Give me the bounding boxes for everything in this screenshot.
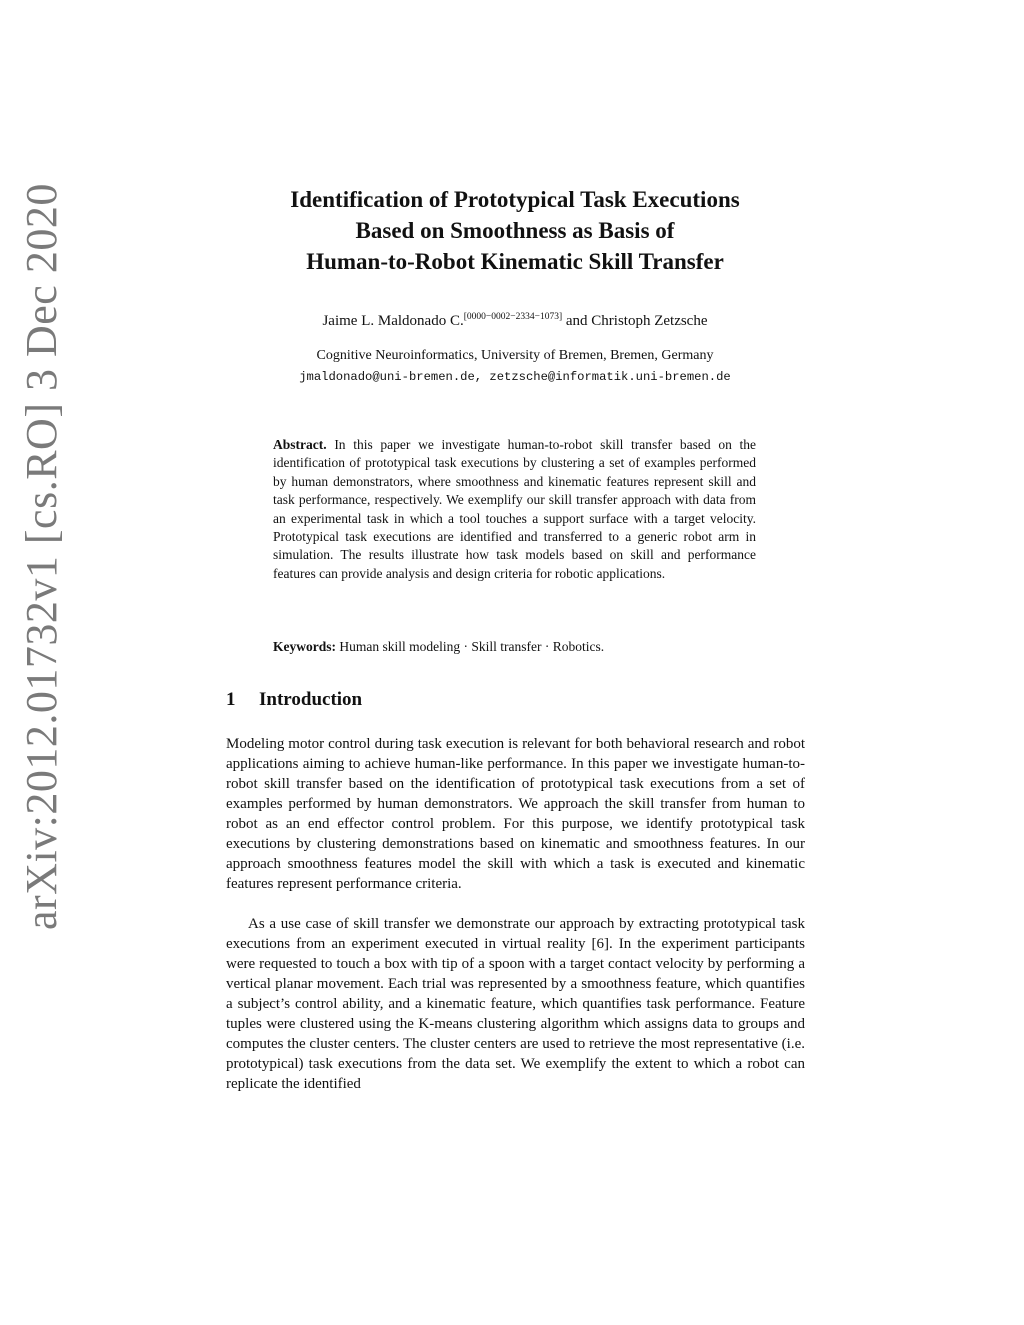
author-connector: and xyxy=(562,313,592,329)
section-heading-introduction xyxy=(226,689,362,711)
intro-paragraph-1: Modeling motor control during task execution is relevant for both behavioral research and robot applications aiming to achieve human-like performance. In this paper we investigate human-to-robot skill transfer based on the identification of prototypical task executions from a set of examples performed by human demonstrators. We approach the skill transfer from human to robot as an end effector control problem. For this purpose, we identify prototypical task executions by clustering demonstrations based on kinematic and smoothness features. In our approach smoothness features model the skill with which a task is executed and kinematic features represent performance criteria. xyxy=(226,736,805,892)
author-1-name: Jaime L. Maldonado C. xyxy=(322,313,464,329)
title-line-3: Human-to-Robot Kinematic Skill Transfer xyxy=(306,249,724,274)
abstract-text: In this paper we investigate human-to-robot skill transfer based on the identification of prototypical task executions by clustering a set of examples performed by human demonstrators, where smoothness and kinematic features represent skill and task performance, respectively. We exemplify our skill transfer approach with data from an experimental task in which a tool touches a support surface with a target velocity. Prototypical task executions are identified and transferred to a generic robot arm in simulation. The results illustrate how task models based on skill and performance features can provide analysis and design criteria for robotic applications. xyxy=(273,437,756,581)
paper-title xyxy=(215,184,815,277)
section-number: 1 xyxy=(226,689,236,710)
title-line-1: Identification of Prototypical Task Executions xyxy=(290,187,740,212)
abstract xyxy=(273,436,756,583)
orcid-id: [0000−0002−2334−1073] xyxy=(463,312,563,322)
arxiv-identifier-stamp: arXiv:2012.01732v1 [cs.RO] 3 Dec 2020 xyxy=(17,183,66,930)
affiliation: Cognitive Neuroinformatics, University of Bremen, Bremen, Germany xyxy=(316,348,714,363)
title-line-2: Based on Smoothness as Basis of xyxy=(355,218,675,243)
abstract-label: Abstract. xyxy=(273,437,327,452)
author-2-name: Christoph Zetzsche xyxy=(591,313,708,329)
section-title: Introduction xyxy=(259,689,363,710)
keywords xyxy=(273,638,756,656)
keywords-text: Human skill modeling · Skill transfer · Robotics. xyxy=(339,639,605,654)
author-line xyxy=(215,312,815,330)
keywords-label: Keywords: xyxy=(273,639,336,654)
author-emails: jmaldonado@uni-bremen.de, zetzsche@informatik.uni-bremen.de xyxy=(299,370,731,384)
intro-paragraph-2: As a use case of skill transfer we demonstrate our approach by extracting prototypical task executions from an experiment executed in virtual reality [6]. In the experiment participants were requested to touch a box with tip of a spoon with a target contact velocity by performing a vertical planar movement. Each trial was represented by a smoothness feature, which quantifies a subject’s control ability, and a kinematic feature, which quantifies task performance. Feature tuples were clustered using the K-means clustering algorithm which assigns data to groups and computes the cluster centers. The cluster centers are used to retrieve the most representative (i.e. prototypical) task executions from the data set. We exemplify the extent to which a robot can replicate the identified xyxy=(226,916,805,1092)
